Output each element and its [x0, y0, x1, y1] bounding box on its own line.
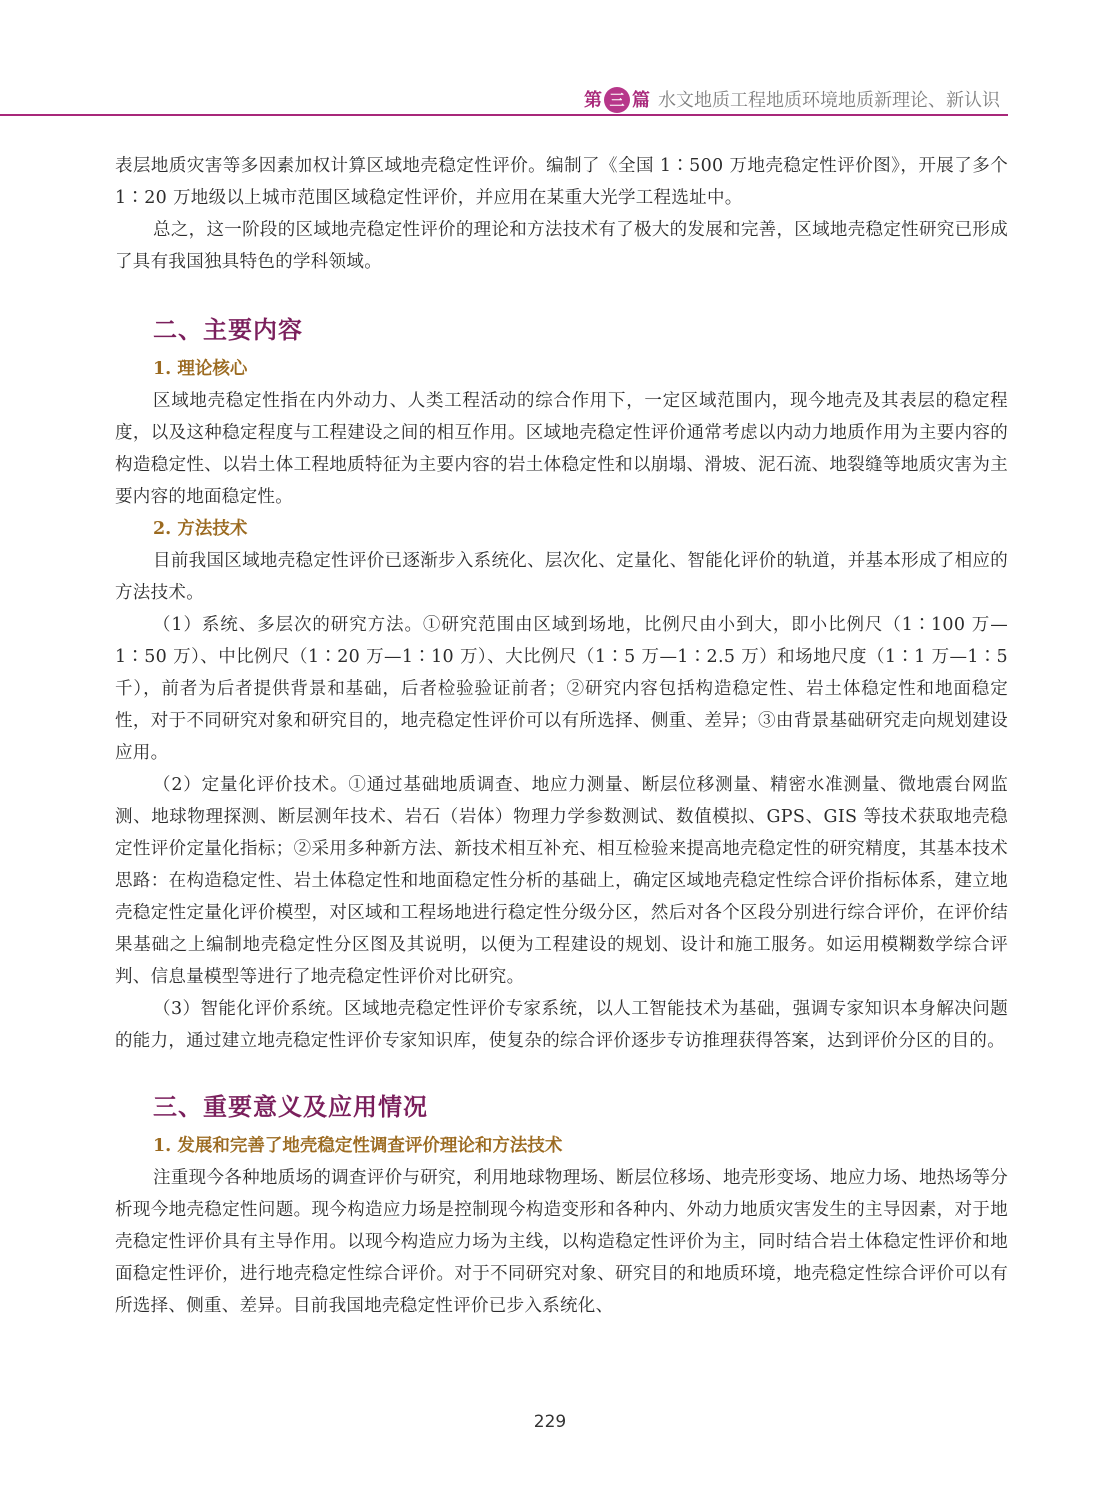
page-content [115, 150, 1008, 1322]
running-header-title: 水文地质工程地质环境地质新理论、新认识 [658, 90, 1000, 111]
section-heading-3: 三、重要意义及应用情况 [153, 1093, 428, 1121]
part-prefix: 第 [584, 90, 602, 111]
paragraph-methods-2: （2）定量化评价技术。①通过基础地质调查、地应力测量、断层位移测量、精密水准测量、微地震台网监测、地球物理探测、断层测年技术、岩石（岩体）物理力学参数测试、数值模拟、GPS、GIS 等技术获取地壳稳定性评价定量化指标；②采用多种新方法、新技术相互补充、相互检验来提高地壳稳定性的研究精度，其基本技术思路：在构造稳定性、岩土体稳定性和地面稳定性分析的基础上，确定区域地壳稳定性综合评价指标体系，建立地壳稳定性定量化评价模型，对区域和工程场地进行稳定性分级分区，然后对各个区段分别进行综合评价，在评价结果基础之上编制地壳稳定性分区图及其说明，以便为工程建设的规划、设计和施工服务。如运用模糊数学综合评判、信息量模型等进行了地壳稳定性评价对比研究。 [115, 775, 1008, 987]
paragraph-methods-3: （3）智能化评价系统。区域地壳稳定性评价专家系统，以人工智能技术为基础，强调专家知识本身解决问题的能力，通过建立地壳稳定性评价专家知识库，使复杂的综合评价逐步专访推理获得答案，达到评价分区的目的。 [115, 999, 1008, 1051]
paragraph-methods-intro: 目前我国区域地壳稳定性评价已逐渐步入系统化、层次化、定量化、智能化评价的轨道，并基本形成了相应的方法技术。 [115, 551, 1008, 603]
running-header [0, 84, 1008, 116]
subheading-methods: 2. 方法技术 [153, 519, 248, 539]
paragraph-intro-1: 表层地质灾害等多因素加权计算区域地壳稳定性评价。编制了《全国 1∶500 万地壳稳定性评价图》，开展了多个 1∶20 万地级以上城市范围区域稳定性评价，并应用在某重大光学工程选址中。 [115, 156, 1008, 208]
page-number: 229 [533, 1412, 567, 1432]
subheading-theory-core: 1. 理论核心 [153, 359, 248, 379]
paragraph-methods-1: （1）系统、多层次的研究方法。①研究范围由区域到场地，比例尺由小到大，即小比例尺（1∶100 万—1∶50 万）、中比例尺（1∶20 万—1∶10 万）、大比例尺（1∶5 万—1∶2.5 万）和场地尺度（1∶1 万—1∶5 千），前者为后者提供背景和基础，后者检验验证前者；②研究内容包括构造稳定性、岩土体稳定性和地面稳定性，对于不同研究对象和研究目的，地壳稳定性评价可以有所选择、侧重、差异；③由背景基础研究走向规划建设应用。 [115, 615, 1008, 763]
part-number-badge: 三 [604, 87, 630, 113]
paragraph-significance-1: 注重现今各种地质场的调查评价与研究，利用地球物理场、断层位移场、地壳形变场、地应力场、地热场等分析现今地壳稳定性问题。现今构造应力场是控制现今构造变形和各种内、外动力地质灾害发生的主导因素，对于地壳稳定性评价具有主导作用。以现今构造应力场为主线，以构造稳定性评价为主，同时结合岩土体稳定性评价和地面稳定性评价，进行地壳稳定性综合评价。对于不同研究对象、研究目的和地质环境，地壳稳定性综合评价可以有所选择、侧重、差异。目前我国地壳稳定性评价已步入系统化、 [115, 1168, 1008, 1316]
running-header-text [584, 86, 1000, 113]
header-rule [0, 114, 1008, 116]
part-suffix: 篇 [632, 90, 650, 111]
paragraph-theory-core: 区域地壳稳定性指在内外动力、人类工程活动的综合作用下，一定区域范围内，现今地壳及其表层的稳定程度，以及这种稳定程度与工程建设之间的相互作用。区域地壳稳定性评价通常考虑以内动力地质作用为主要内容的构造稳定性、以岩土体工程地质特征为主要内容的岩土体稳定性和以崩塌、滑坡、泥石流、地裂缝等地质灾害为主要内容的地面稳定性。 [115, 391, 1008, 507]
paragraph-intro-2: 总之，这一阶段的区域地壳稳定性评价的理论和方法技术有了极大的发展和完善，区域地壳稳定性研究已形成了具有我国独具特色的学科领域。 [115, 220, 1008, 272]
subheading-significance-1: 1. 发展和完善了地壳稳定性调查评价理论和方法技术 [153, 1136, 563, 1156]
section-heading-2: 二、主要内容 [153, 316, 303, 344]
